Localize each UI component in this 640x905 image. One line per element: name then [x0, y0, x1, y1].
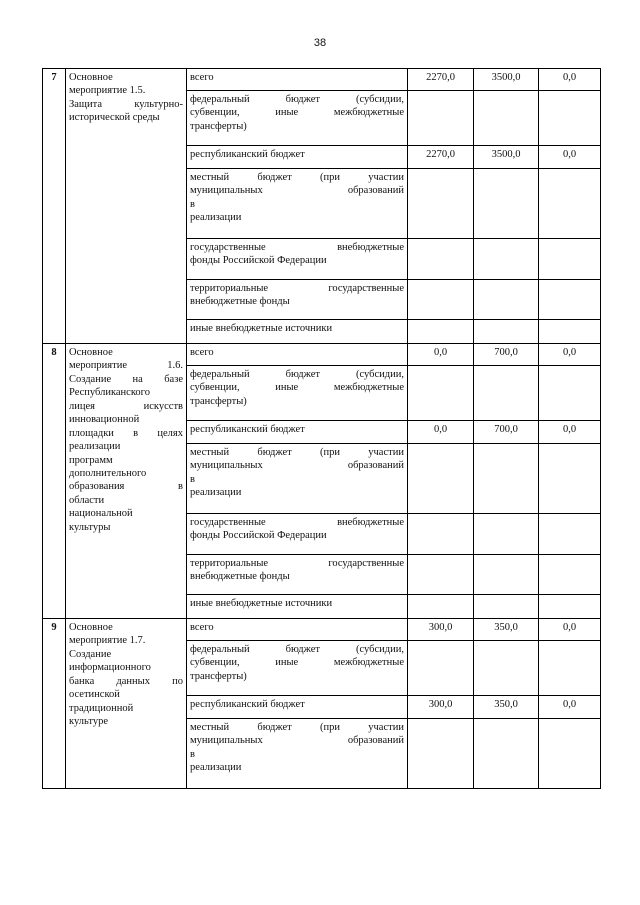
funding-source-cell — [187, 280, 408, 320]
value-cell-2 — [474, 169, 539, 239]
text-line: федеральный бюджет (субсидии, — [190, 644, 404, 655]
text-line: Республиканского — [69, 387, 150, 399]
event-name-cell — [66, 619, 187, 789]
value-cell-2: 350,0 — [474, 696, 539, 719]
value-cell-2: 3500,0 — [474, 69, 539, 91]
value-cell-1 — [408, 444, 474, 514]
budget-table — [42, 68, 601, 789]
text-line: фонды Российской Федерации — [190, 255, 327, 267]
value-cell-3 — [539, 641, 601, 696]
text-line: муниципальных образований — [190, 735, 404, 747]
funding-source-cell — [187, 366, 408, 421]
text-line: Создание — [69, 648, 112, 660]
text-line: субвенции, иные межбюджетные — [190, 382, 404, 394]
value-cell-2: 350,0 — [474, 619, 539, 641]
value-cell-1 — [408, 239, 474, 280]
table-row — [43, 69, 601, 91]
value-cell-3 — [539, 320, 601, 344]
text-line: дополнительного — [69, 467, 147, 479]
row-number-cell: 7 — [43, 69, 66, 344]
text-line: государственные внебюджетные — [190, 242, 404, 253]
value-cell-2 — [474, 719, 539, 789]
value-cell-3: 0,0 — [539, 619, 601, 641]
text-line: федеральный бюджет (субсидии, — [190, 369, 404, 380]
value-cell-2 — [474, 444, 539, 514]
text-line: всего — [190, 622, 214, 633]
value-cell-1 — [408, 366, 474, 421]
text-line: реализации — [69, 441, 121, 453]
text-line: республиканский бюджет — [190, 149, 305, 160]
value-cell-1: 0,0 — [408, 421, 474, 444]
event-name-cell — [66, 69, 187, 344]
text-line: внебюджетные фонды — [190, 296, 290, 308]
text-line: федеральный бюджет (субсидии, — [190, 94, 404, 105]
value-cell-3 — [539, 91, 601, 146]
text-line: муниципальных образований — [190, 460, 404, 472]
table-row — [43, 344, 601, 366]
text-line: трансферты) — [190, 395, 247, 407]
text-line: мероприятие 1.6. — [69, 360, 183, 372]
text-line: местный бюджет (при участии — [190, 172, 404, 183]
value-cell-2: 700,0 — [474, 421, 539, 444]
funding-source-cell — [187, 641, 408, 696]
value-cell-1: 0,0 — [408, 344, 474, 366]
text-line: внебюджетные фонды — [190, 571, 290, 583]
funding-source-cell — [187, 555, 408, 595]
value-cell-3 — [539, 719, 601, 789]
value-cell-2 — [474, 514, 539, 555]
value-cell-2 — [474, 555, 539, 595]
text-line: исторической среды — [69, 112, 160, 124]
row-number-cell: 8 — [43, 344, 66, 619]
funding-source-cell — [187, 169, 408, 239]
text-line: площадки в целях — [69, 427, 183, 439]
value-cell-3 — [539, 280, 601, 320]
value-cell-2: 3500,0 — [474, 146, 539, 169]
value-cell-1: 300,0 — [408, 619, 474, 641]
text-line: Защита культурно- — [69, 98, 183, 110]
text-line: иные внебюджетные источники — [190, 598, 333, 609]
text-line: банка данных по — [69, 675, 183, 687]
text-line: территориальные государственные — [190, 558, 404, 569]
value-cell-3: 0,0 — [539, 146, 601, 169]
funding-source-cell — [187, 595, 408, 619]
value-cell-3 — [539, 444, 601, 514]
text-line: области — [69, 494, 105, 506]
text-line: всего — [190, 347, 214, 358]
text-line: территориальные государственные — [190, 283, 404, 294]
value-cell-1: 300,0 — [408, 696, 474, 719]
text-line: Основное — [69, 72, 113, 83]
text-line: мероприятие 1.7. — [69, 635, 146, 647]
text-line: осетинской — [69, 689, 120, 701]
funding-source-cell — [187, 514, 408, 555]
text-line: мероприятие 1.5. — [69, 85, 146, 97]
value-cell-2 — [474, 320, 539, 344]
text-line: всего — [190, 72, 214, 83]
text-line: субвенции, иные межбюджетные — [190, 657, 404, 669]
text-line: инновационной — [69, 414, 140, 426]
text-line: республиканский бюджет — [190, 424, 305, 435]
text-line: культуры — [69, 521, 111, 533]
funding-source-cell — [187, 619, 408, 641]
event-name-cell — [66, 344, 187, 619]
text-line: иные внебюджетные источники — [190, 323, 333, 334]
value-cell-1 — [408, 169, 474, 239]
text-line: Основное — [69, 347, 113, 358]
value-cell-3 — [539, 555, 601, 595]
value-cell-1: 2270,0 — [408, 69, 474, 91]
funding-source-cell — [187, 421, 408, 444]
text-line: местный бюджет (при участии — [190, 447, 404, 458]
row-number-cell: 9 — [43, 619, 66, 789]
funding-source-cell — [187, 696, 408, 719]
text-line: реализации — [190, 487, 242, 499]
value-cell-1 — [408, 719, 474, 789]
value-cell-3 — [539, 514, 601, 555]
value-cell-2 — [474, 91, 539, 146]
value-cell-2 — [474, 641, 539, 696]
text-line: лицея искусств — [69, 400, 183, 412]
text-line: субвенции, иные межбюджетные — [190, 107, 404, 119]
funding-source-cell — [187, 91, 408, 146]
text-line: в — [190, 748, 195, 760]
text-line: государственные внебюджетные — [190, 517, 404, 528]
text-line: образования в — [69, 481, 183, 493]
value-cell-3: 0,0 — [539, 696, 601, 719]
funding-source-cell — [187, 719, 408, 789]
text-line: фонды Российской Федерации — [190, 530, 327, 542]
page-number: 38 — [313, 37, 327, 49]
value-cell-1 — [408, 320, 474, 344]
table-row — [43, 619, 601, 641]
text-line: трансферты) — [190, 120, 247, 132]
value-cell-3: 0,0 — [539, 344, 601, 366]
text-line: Основное — [69, 622, 113, 633]
value-cell-1 — [408, 280, 474, 320]
text-line: местный бюджет (при участии — [190, 722, 404, 733]
text-line: в — [190, 473, 195, 485]
text-line: программ — [69, 454, 113, 466]
funding-source-cell — [187, 146, 408, 169]
value-cell-2 — [474, 239, 539, 280]
value-cell-2 — [474, 366, 539, 421]
funding-source-cell — [187, 239, 408, 280]
funding-source-cell — [187, 69, 408, 91]
value-cell-2 — [474, 280, 539, 320]
text-line: культуре — [69, 716, 108, 728]
text-line: информационного — [69, 662, 151, 674]
value-cell-2: 700,0 — [474, 344, 539, 366]
text-line: Создание на базе — [69, 373, 183, 385]
funding-source-cell — [187, 320, 408, 344]
text-line: в — [190, 198, 195, 210]
funding-source-cell — [187, 344, 408, 366]
text-line: муниципальных образований — [190, 185, 404, 197]
value-cell-3 — [539, 366, 601, 421]
value-cell-2 — [474, 595, 539, 619]
value-cell-3: 0,0 — [539, 421, 601, 444]
value-cell-3 — [539, 239, 601, 280]
text-line: трансферты) — [190, 670, 247, 682]
text-line: реализации — [190, 212, 242, 224]
value-cell-1 — [408, 555, 474, 595]
value-cell-1 — [408, 595, 474, 619]
value-cell-3 — [539, 169, 601, 239]
value-cell-1 — [408, 514, 474, 555]
value-cell-1 — [408, 91, 474, 146]
value-cell-3: 0,0 — [539, 69, 601, 91]
funding-source-cell — [187, 444, 408, 514]
text-line: республиканский бюджет — [190, 699, 305, 710]
value-cell-3 — [539, 595, 601, 619]
value-cell-1: 2270,0 — [408, 146, 474, 169]
text-line: национальной — [69, 508, 133, 520]
value-cell-1 — [408, 641, 474, 696]
text-line: реализации — [190, 762, 242, 774]
text-line: традиционной — [69, 702, 134, 714]
